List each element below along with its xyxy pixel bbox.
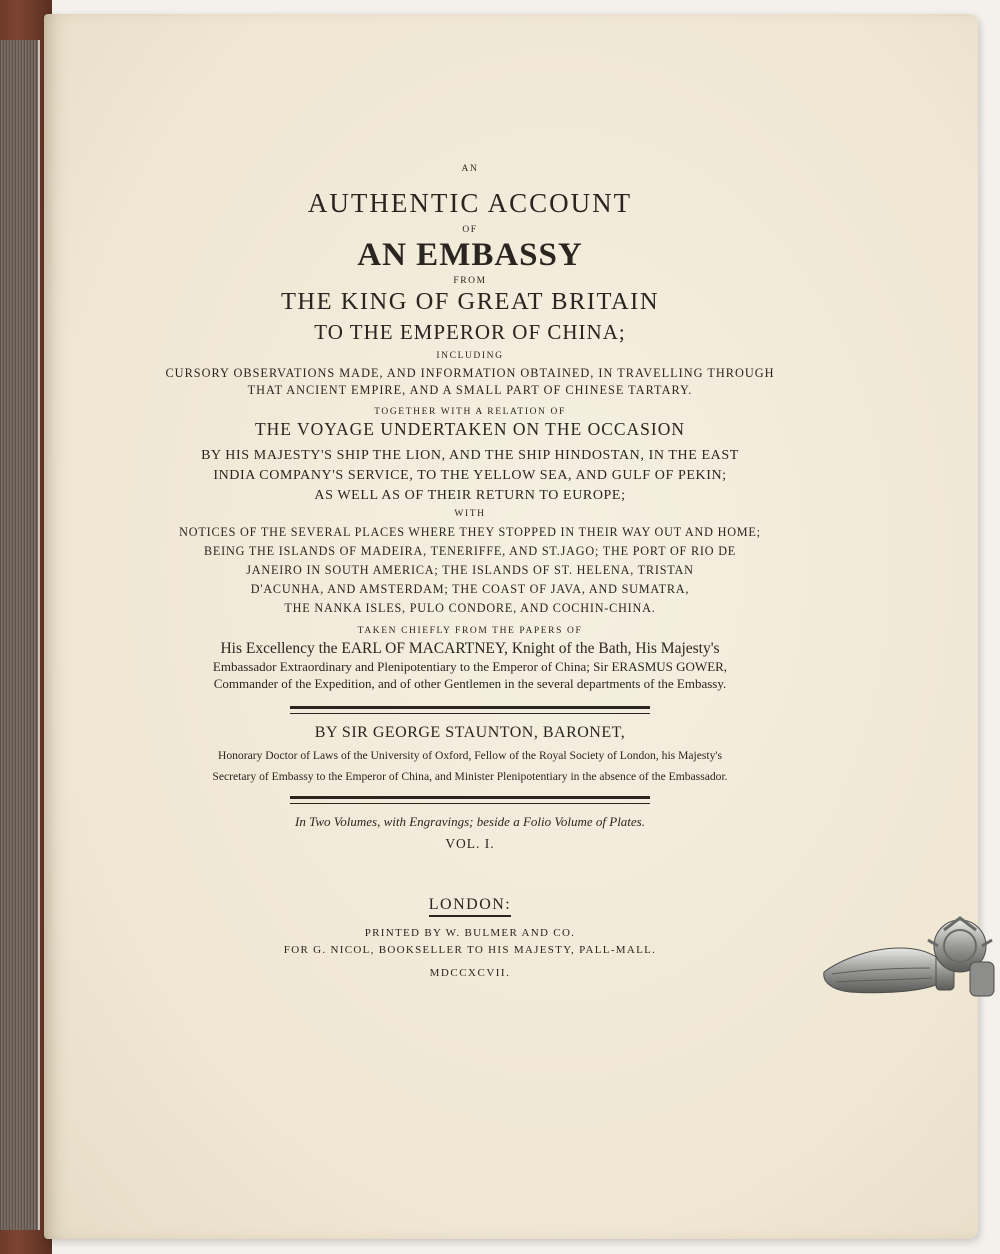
imprint-date: MDCCXCVII. <box>429 967 511 979</box>
title-an: AN <box>461 164 479 174</box>
honorary-line-2: Secretary of Embassy to the Emperor of China, and Minister Plenipotentiary in the absence of the Embassador. <box>212 770 728 783</box>
title-emperor: TO THE EMPEROR OF CHINA; <box>314 320 626 344</box>
ship-line-1: BY HIS MAJESTY'S SHIP THE LION, AND THE SHIP HINDOSTAN, IN THE EAST <box>201 448 739 463</box>
imprint-london: LONDON: <box>429 896 512 917</box>
imprint-printer: PRINTED BY W. BULMER AND CO. <box>364 927 576 939</box>
vol-line: VOL. I. <box>445 836 495 851</box>
excellency-line: His Excellency the EARL OF MACARTNEY, Knight of the Bath, His Majesty's <box>220 640 720 657</box>
author-line: BY SIR GEORGE STAUNTON, BARONET, <box>314 724 626 741</box>
title-together: TOGETHER WITH A RELATION OF <box>374 407 566 417</box>
cursory-line-1: CURSORY OBSERVATIONS MADE, AND INFORMATION OBTAINED, IN TRAVELLING THROUGH <box>165 366 775 380</box>
double-rule-bottom <box>290 796 650 804</box>
frontispiece-plate-edge <box>0 40 40 1230</box>
title-of: OF <box>462 225 478 235</box>
hand-page-clip-icon <box>820 910 1000 1005</box>
ship-line-2: INDIA COMPANY'S SERVICE, TO THE YELLOW SEA, AND GULF OF PEKIN; <box>213 468 727 483</box>
title-king: THE KING OF GREAT BRITAIN <box>280 288 660 315</box>
title-authentic-account: AUTHENTIC ACCOUNT <box>307 188 633 218</box>
notices-line-1: NOTICES OF THE SEVERAL PLACES WHERE THEY STOPPED IN THEIR WAY OUT AND HOME; <box>179 525 761 539</box>
title-with: WITH <box>454 509 486 519</box>
title-voyage: THE VOYAGE UNDERTAKEN ON THE OCCASION <box>254 419 686 439</box>
title-block <box>110 150 830 979</box>
notices-line-3: JANEIRO IN SOUTH AMERICA; THE ISLANDS OF ST. HELENA, TRISTAN <box>246 563 694 577</box>
notices-line-5: THE NANKA ISLES, PULO CONDORE, AND COCHIN-CHINA. <box>284 601 656 615</box>
volumes-line: In Two Volumes, with Engravings; beside a Folio Volume of Plates. <box>294 814 645 829</box>
title-including: INCLUDING <box>436 351 504 361</box>
honorary-line-1: Honorary Doctor of Laws of the University of Oxford, Fellow of the Royal Society of London, his Majesty's <box>217 749 723 762</box>
title-taken-chiefly: TAKEN CHIEFLY FROM THE PAPERS OF <box>357 626 583 636</box>
title-embassy: AN EMBASSY <box>357 237 583 273</box>
ship-line-3: AS WELL AS OF THEIR RETURN TO EUROPE; <box>314 488 626 503</box>
commander-line: Commander of the Expedition, and of other Gentlemen in the several departments of the Embassy. <box>213 676 727 691</box>
title-from: FROM <box>453 276 487 286</box>
imprint-bookseller: FOR G. NICOL, BOOKSELLER TO HIS MAJESTY, PALL-MALL. <box>283 944 657 956</box>
double-rule-top <box>290 706 650 714</box>
ambassador-line: Embassador Extraordinary and Plenipotentiary to the Emperor of China; Sir ERASMUS GOWER, <box>212 659 728 674</box>
notices-line-4: D'ACUNHA, AND AMSTERDAM; THE COAST OF JAVA, AND SUMATRA, <box>250 582 690 596</box>
notices-line-2: BEING THE ISLANDS OF MADEIRA, TENERIFFE, AND ST.JAGO; THE PORT OF RIO DE <box>203 544 737 558</box>
cursory-line-2: THAT ANCIENT EMPIRE, AND A SMALL PART OF CHINESE TARTARY. <box>247 383 693 397</box>
